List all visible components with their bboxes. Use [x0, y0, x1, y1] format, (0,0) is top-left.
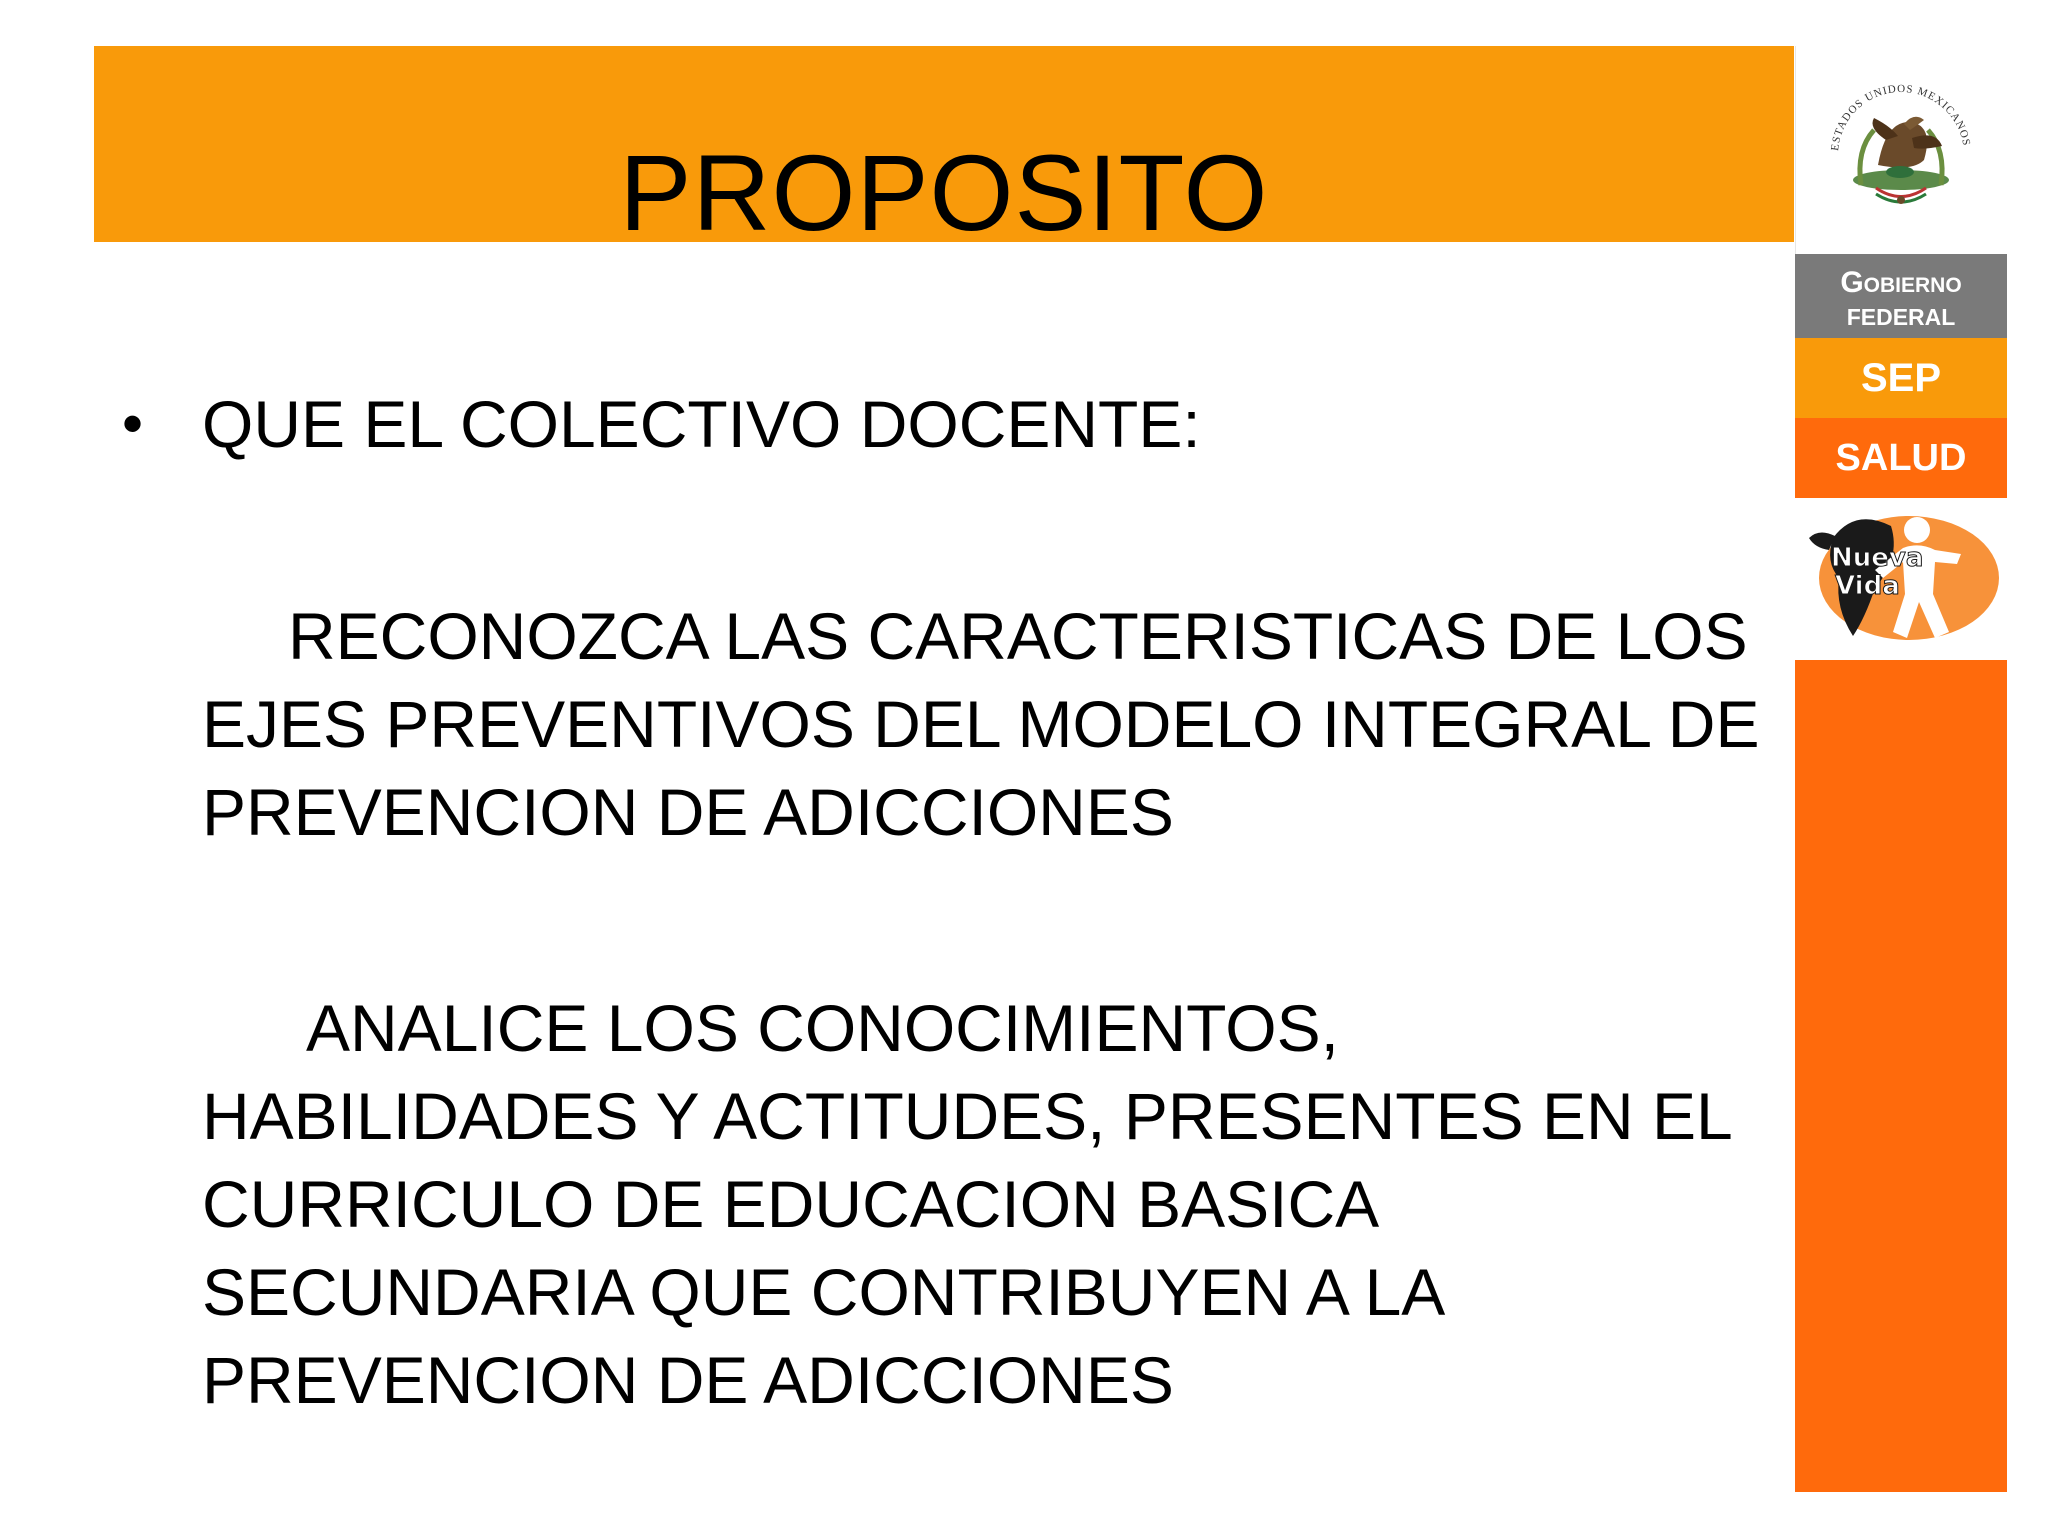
mexican-seal-icon [1816, 60, 1986, 240]
paragraph1-line2: EJES PREVENTIVOS DEL MODELO INTEGRAL DE [202, 687, 1760, 761]
sep-label: SEP [1795, 338, 2007, 418]
svg-text:ESTADOS UNIDOS MEXICANOS: ESTADOS UNIDOS MEXICANOS [1829, 82, 1973, 152]
logo-word-vida: Vida [1835, 571, 1900, 601]
nueva-vida-logo-icon [1795, 498, 2007, 660]
slide-title: PROPOSITO [619, 132, 1269, 253]
mexican-seal-panel [1795, 46, 2008, 254]
paragraph1-line1: RECONOZCA LAS CARACTERISTICAS DE LOS [288, 599, 1748, 673]
paragraph2-line2: HABILIDADES Y ACTITUDES, PRESENTES EN EL [202, 1079, 1733, 1153]
nueva-vida-logo [1795, 498, 2007, 660]
paragraph2-line4: SECUNDARIA QUE CONTRIBUYEN A LA [202, 1255, 1446, 1329]
sidebar-orange-fill [1795, 660, 2007, 1492]
gobierno-text: Gobierno [1840, 266, 1962, 299]
federal-text: FEDERAL [1846, 304, 1956, 330]
bullet-intro: QUE EL COLECTIVO DOCENTE: [202, 387, 1201, 461]
logo-word-nueva: Nueva [1831, 543, 1924, 573]
bullet-dot: • [122, 390, 144, 457]
paragraph1-line3: PREVENCION DE ADICCIONES [202, 775, 1174, 849]
salud-label: SALUD [1795, 418, 2007, 498]
gobierno-federal-label [1795, 254, 2007, 338]
paragraph2-line5: PREVENCION DE ADICCIONES [202, 1343, 1174, 1417]
paragraph2-line1: ANALICE LOS CONOCIMIENTOS, [306, 991, 1339, 1065]
sidebar [1795, 46, 2007, 1492]
paragraph2-line3: CURRICULO DE EDUCACION BASICA [202, 1167, 1380, 1241]
